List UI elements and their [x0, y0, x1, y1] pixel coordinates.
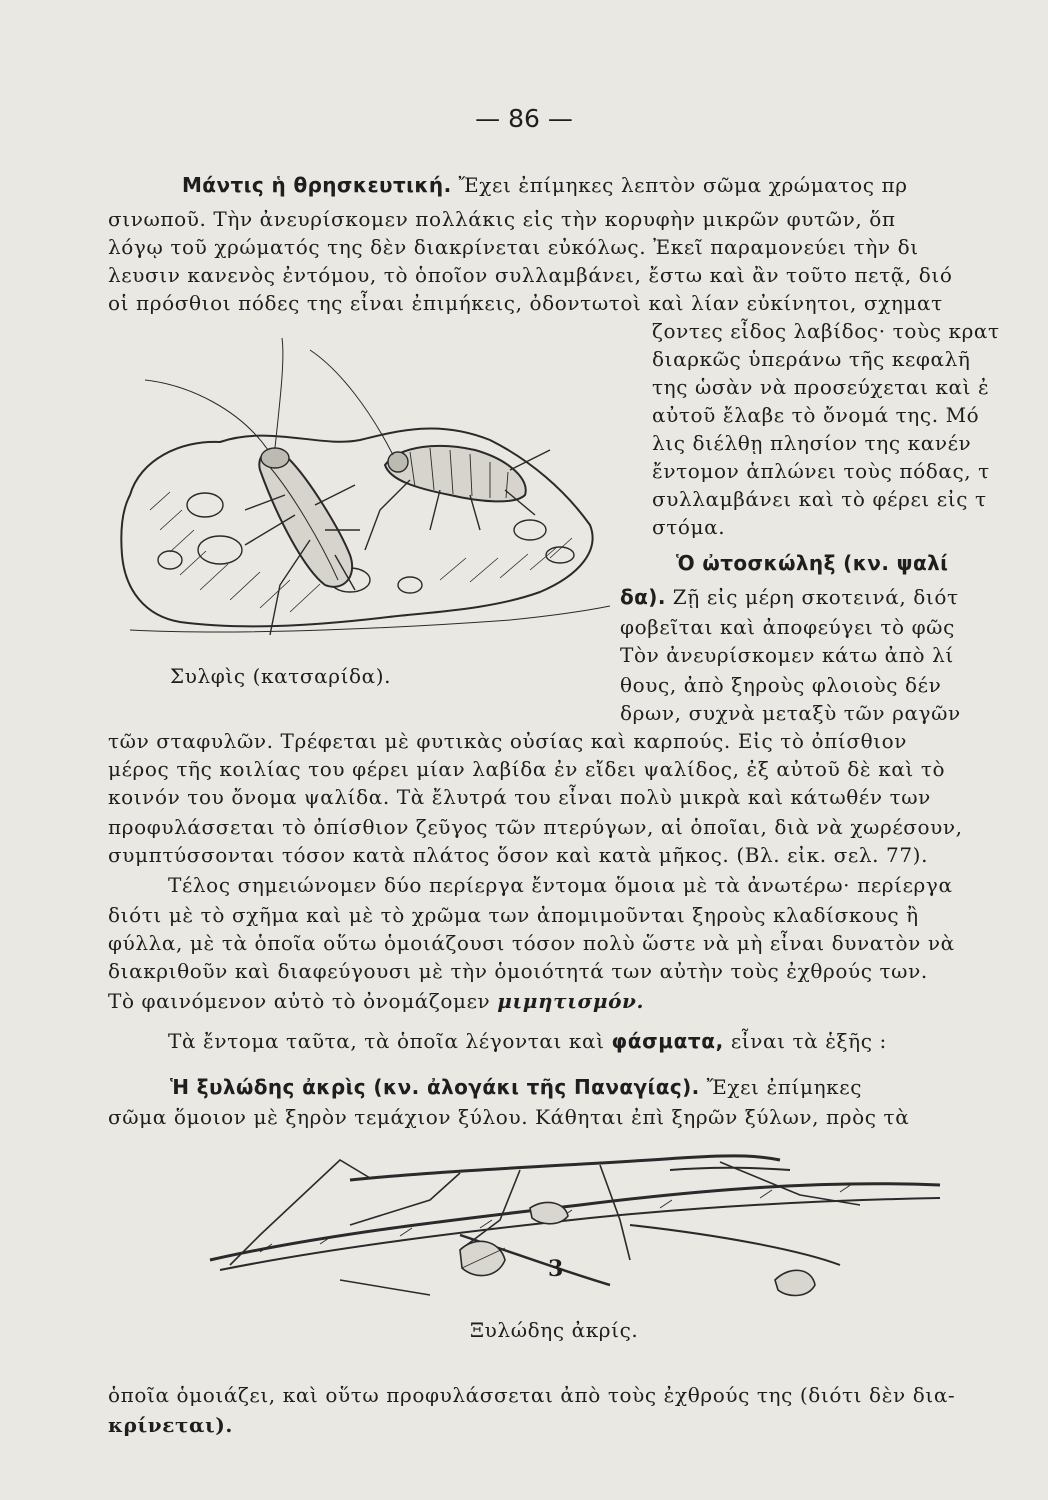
cockroach-caption: Συλφὶς (κατσαρίδα). — [170, 664, 392, 688]
mantis-line-3: λόγῳ τοῦ χρώματός της δὲν διακρίνεται εὐκόλως. Ἐκεῖ παραμονεύει τὴν δι — [108, 235, 919, 259]
earwig-line-9: προφυλάσσεται τὸ ὀπίσθιον ζεῦγος τῶν πτερύγων, αἱ ὁποῖαι, διὰ νὰ χωρέσουν, — [108, 815, 963, 839]
earwig-title-line — [676, 550, 948, 576]
phasmata-term: φάσματα, — [611, 1029, 724, 1053]
mimicry-line-4: διακριθοῦν καὶ διαφεύγουσι μὲ τὴν ὁμοιότητά των αὐτὴν τοὺς ἐχθρούς των. — [108, 959, 928, 983]
mantis-line-12: συλλαμβάνει καὶ τὸ φέρει εἰς τ — [652, 487, 987, 511]
earwig-line-2: φοβεῖται καὶ ἀποφεύγει τὸ φῶς — [620, 615, 955, 639]
stick-insect-illustration — [200, 1140, 950, 1315]
stick-insect-caption: Ξυλώδης ἀκρίς. — [470, 1318, 639, 1342]
mantis-line-9: αὐτοῦ ἔλαβε τὸ ὄνομά της. Μό — [652, 403, 980, 427]
stick-title: Ἡ ξυλώδης ἀκρὶς (κν. ἀλογάκι τῆς Παναγίας). — [170, 1075, 700, 1099]
mantis-line-7: διαρκῶς ὑπεράνω τῆς κεφαλῆ — [652, 347, 971, 371]
mantis-line-6: ζοντες εἶδος λαβίδος· τοὺς κρατ — [652, 319, 1000, 343]
earwig-title: Ὁ ὠτοσκώληξ (κν. ψαλί — [676, 551, 949, 575]
stick-line-2: σῶμα ὅμοιον μὲ ξηρὸν τεμάχιον ξύλου. Κάθηται ἐπὶ ξηρῶν ξύλων, πρὸς τὰ — [108, 1105, 910, 1129]
earwig-line-7: μέρος τῆς κοιλίας του φέρει μίαν λαβίδα ἐν εἴδει ψαλίδος, ἐξ αὐτοῦ δὲ καὶ τὸ — [108, 757, 946, 781]
mimicry-line-5: Τὸ φαινόμενον αὐτὸ τὸ ὀνομάζομεν μιμητισμόν. — [108, 989, 645, 1013]
earwig-title-end: δα). — [620, 585, 666, 609]
earwig-line-4: θους, ἀπὸ ξηροὺς φλοιοὺς δέν — [620, 673, 942, 697]
mimicry-line-2: διότι μὲ τὸ σχῆμα καὶ μὲ τὸ χρῶμα των ἀπομιμοῦνται ξηροὺς κλαδίσκους ἢ — [108, 903, 919, 927]
page-number: — 86 — — [475, 104, 573, 133]
mimicry-term: μιμητισμόν. — [497, 989, 645, 1013]
earwig-line-6: τῶν σταφυλῶν. Τρέφεται μὲ φυτικὰς οὐσίας καὶ καρπούς. Εἰς τὸ ὀπίσθιον — [108, 729, 908, 753]
stick-line-1: Ἡ ξυλώδης ἀκρὶς (κν. ἀλογάκι τῆς Παναγίας). Ἔχει ἐπίμηκες — [170, 1075, 863, 1099]
mantis-line-5: οἱ πρόσθιοι πόδες της εἶναι ἐπιμήκεις, ὀδοντωτοὶ καὶ λίαν εὐκίνητοι, σχηματ — [108, 291, 943, 315]
mimicry-line-1: Τέλος σημειώνομεν δύο περίεργα ἔντομα ὅμοια μὲ τὰ ἀνωτέρω· περίεργα — [168, 873, 953, 897]
phasmata-line: Τὰ ἔντομα ταῦτα, τὰ ὁποῖα λέγονται καὶ φάσματα, εἶναι τὰ ἑξῆς : — [168, 1029, 887, 1053]
stick-line-3: ὁποῖα ὁμοιάζει, καὶ οὕτω προφυλάσσεται ἀπὸ τοὺς ἐχθρούς της (διότι δὲν δια- — [108, 1383, 956, 1407]
mantis-line-2: σινωποῦ. Τὴν ἀνευρίσκομεν πολλάκις εἰς τὴν κορυφὴν μικρῶν φυτῶν, ὅπ — [108, 207, 896, 231]
figure-label-3: 3 — [548, 1256, 564, 1282]
mantis-title: Μάντις ἡ θρησκευτική. — [182, 173, 452, 197]
stick-line-4: κρίνεται). — [108, 1413, 233, 1437]
earwig-line-1: δα). Ζῇ εἰς μέρη σκοτεινά, διότ — [620, 585, 959, 609]
earwig-line-10: συμπτύσσονται τόσον κατὰ πλάτος ὅσον καὶ κατὰ μῆκος. (Βλ. εἰκ. σελ. 77). — [108, 843, 929, 867]
cockroach-illustration — [110, 330, 630, 650]
mimicry-line-3: φύλλα, μὲ τὰ ὁποῖα οὕτω ὁμοιάζουσι τόσον πολὺ ὥστε νὰ μὴ εἶναι δυνατὸν νὰ — [108, 931, 955, 955]
mantis-line-1: Μάντις ἡ θρησκευτική. Ἔχει ἐπίμηκες λεπτὸν σῶμα χρώματος πρ — [182, 173, 908, 197]
mantis-line-11: ἔντομον ἁπλώνει τοὺς πόδας, τ — [652, 459, 990, 483]
earwig-line-5: δρων, συχνὰ μεταξὺ τῶν ραγῶν — [620, 701, 961, 725]
mantis-line-10: λις διέλθῃ πλησίον της κανέν — [652, 431, 972, 455]
earwig-line-3: Τὸν ἀνευρίσκομεν κάτω ἀπὸ λί — [620, 643, 954, 667]
mantis-line-8: της ὡσὰν νὰ προσεύχεται καὶ ἐ — [652, 375, 990, 399]
earwig-line-8: κοινόν του ὄνομα ψαλίδα. Τὰ ἔλυτρά του εἶναι πολὺ μικρὰ καὶ κάτωθέν των — [108, 785, 931, 809]
mantis-line-4: λευσιν κανενὸς ἐντόμου, τὸ ὁποῖον συλλαμβάνει, ἔστω καὶ ἂν τοῦτο πετᾷ, διό — [108, 263, 953, 287]
mantis-line-13: στόμα. — [652, 515, 726, 539]
